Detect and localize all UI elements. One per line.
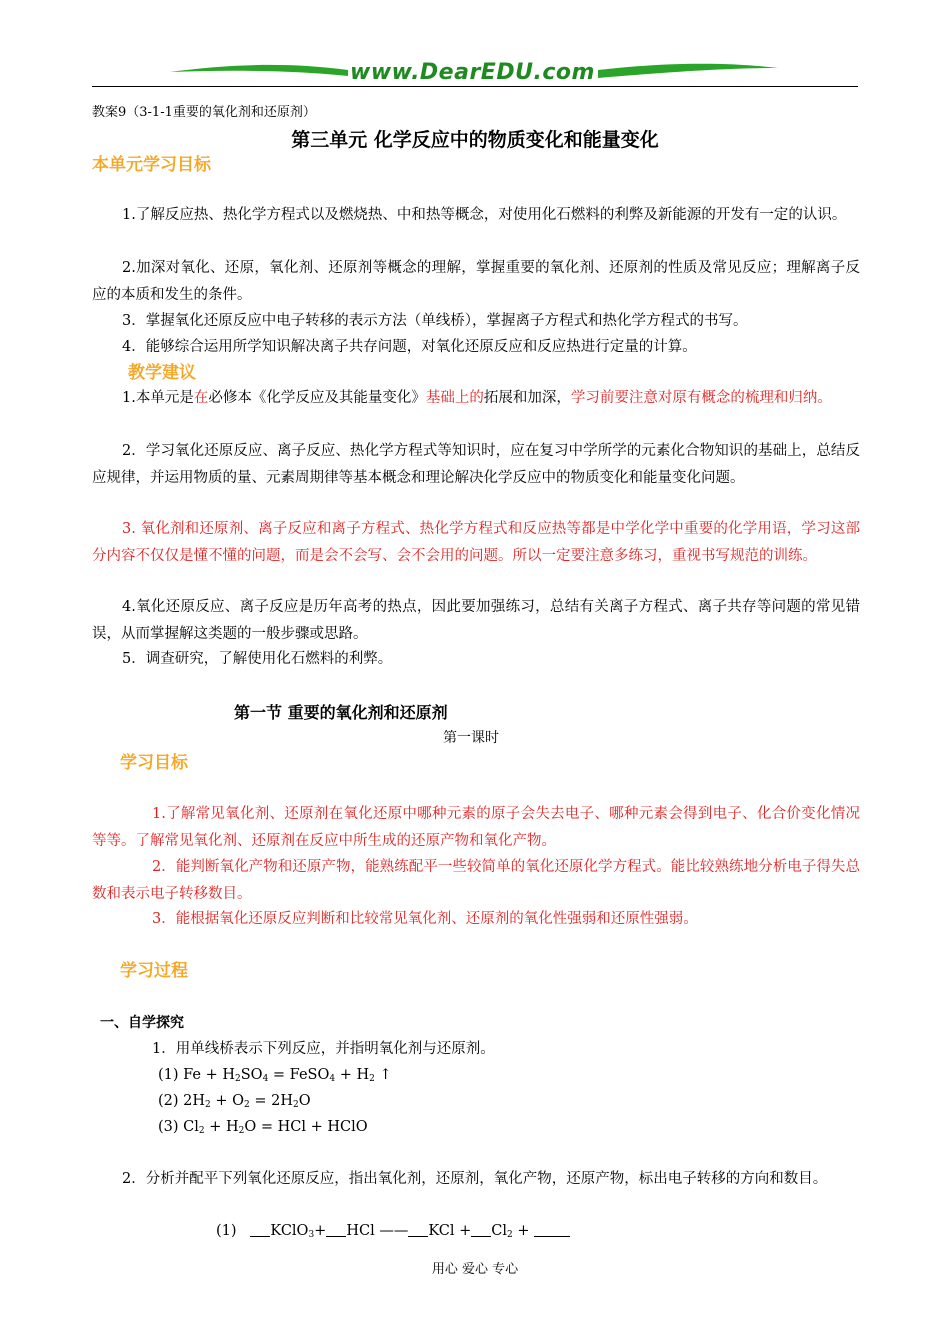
teaching-item-1-part1: 1.本单元是: [122, 390, 194, 406]
unit-goal-1: 1.了解反应热、热化学方程式以及燃烧热、中和热等概念，对使用化石燃料的利弊及新能源的开发有一定的认识。: [122, 207, 847, 223]
eq3-part: (3) Cl: [158, 1119, 199, 1135]
eq1-part: (1) Fe + H: [158, 1067, 236, 1083]
question-2: 2．分析并配平下列氧化还原反应，指出氧化剂，还原剂，氧化产物，还原产物，标出电子转移的方向和数目。: [122, 1171, 828, 1187]
eq2-part: = 2H: [249, 1093, 294, 1109]
header-divider: [92, 86, 858, 87]
eq1-sub: 2: [369, 1074, 375, 1084]
eq1-part: SO: [240, 1067, 263, 1083]
eq4-part: (1): [216, 1223, 237, 1239]
eq4-part: KCl +: [428, 1223, 472, 1239]
eq2-part: + O: [210, 1093, 245, 1109]
eq1-part: = FeSO: [268, 1067, 330, 1083]
eq3-sub: 2: [198, 1126, 205, 1136]
self-study-heading: 一、自学探究: [100, 1015, 184, 1031]
eq2-sub: 2: [205, 1100, 211, 1110]
page-footer: 用心 爱心 专心: [431, 1262, 519, 1277]
eq4-sub: 2: [507, 1230, 513, 1240]
eq4-part: +: [314, 1223, 327, 1239]
page-title: 第三单元 化学反应中的物质变化和能量变化: [291, 129, 659, 151]
teaching-item-1-part2: 在: [193, 390, 209, 406]
blank-field[interactable]: [534, 1222, 570, 1237]
learning-goal-3: 3．能根据氧化还原反应判断和比较常见氧化剂、还原剂的氧化性强弱和还原性强弱。: [152, 911, 698, 927]
eq3-part: O = HCl + HClO: [244, 1119, 368, 1135]
eq2-sub: 2: [293, 1100, 299, 1110]
eq1-sub: 4: [329, 1074, 336, 1084]
teaching-item-1-part4: 基础上的: [425, 390, 484, 406]
eq1-sub: 2: [235, 1074, 241, 1084]
site-logo-text[interactable]: www.DearEDU.com: [350, 60, 595, 85]
unit-goal-3: 3．掌握氧化还原反应中电子转移的表示方法（单线桥），掌握离子方程式和热化学方程式的书写。: [122, 313, 748, 329]
lesson-label: 第一课时: [443, 730, 499, 746]
unit-goal-4: 4．能够综合运用所学知识解决离子共存问题，对氧化还原反应和反应热进行定量的计算。: [122, 339, 697, 355]
blank-field[interactable]: [471, 1222, 491, 1237]
eq4-part: HCl ——: [346, 1223, 409, 1239]
teaching-heading: 教学建议: [128, 363, 196, 383]
question-1: 1．用单线桥表示下列反应，并指明氧化剂与还原剂。: [152, 1041, 495, 1057]
eq3-sub: 2: [238, 1126, 245, 1136]
learning-goal-2: 2．能判断氧化产物和还原产物，能熟练配平一些较简单的氧化还原化学方程式。能比较熟练地分析电子得失总数和表示电子转移数目。: [92, 859, 860, 902]
teaching-item-1-part5: 拓展和加深，: [483, 390, 571, 406]
teaching-item-1: [92, 385, 860, 412]
learning-goals-heading: 学习目标: [120, 753, 188, 773]
learning-goal-1: 1.了解常见氧化剂、还原剂在氧化还原中哪种元素的原子会失去电子、哪种元素会得到电子、化合价变化情况等等。了解常见氧化剂、还原剂在反应中所生成的还原产物和氧化产物。: [92, 806, 860, 849]
eq3-part: + H: [204, 1119, 239, 1135]
unit-goals-heading: 本单元学习目标: [92, 155, 211, 175]
eq2-sub: 2: [244, 1100, 250, 1110]
unit-goal-2: 2.加深对氧化、还原，氧化剂、还原剂等概念的理解，掌握重要的氧化剂、还原剂的性质及常见反应；理解离子反应的本质和发生的条件。: [92, 260, 860, 303]
eq4-part: +: [512, 1223, 535, 1239]
equation-3: [158, 1114, 368, 1144]
section-title: 第一节 重要的氧化剂和还原剂: [234, 703, 448, 722]
teaching-item-4: 4.氧化还原反应、离子反应是历年高考的热点，因此要加强练习，总结有关离子方程式、离子共存等问题的常见错误，从而掌握解这类题的一般步骤或思路。: [92, 599, 860, 642]
blank-field[interactable]: [408, 1222, 428, 1237]
eq1-part: + H: [335, 1067, 370, 1083]
eq2-part: (2) 2H: [158, 1093, 206, 1109]
doc-label: 教案9（3-1-1重要的氧化剂和还原剂）: [92, 105, 316, 120]
teaching-item-1-part3: 必修本《化学反应及其能量变化》: [208, 390, 426, 406]
equation-4: [216, 1218, 570, 1248]
eq1-part: ↑: [374, 1067, 392, 1083]
blank-field[interactable]: [250, 1222, 270, 1237]
eq4-sub: 3: [308, 1230, 315, 1240]
blank-field[interactable]: [326, 1222, 346, 1237]
teaching-item-2: 2．学习氧化还原反应、离子反应、热化学方程式等知识时，应在复习中学所学的元素化合物知识的基础上，总结反应规律，并运用物质的量、元素周期律等基本概念和理论解决化学反应中的物质变化和能量变化问题。: [92, 443, 860, 486]
eq4-part: Cl: [491, 1223, 507, 1239]
eq2-part: O: [298, 1093, 311, 1109]
teaching-item-3: 3. 氧化剂和还原剂、离子反应和离子方程式、热化学方程式和反应热等都是中学化学中重要的化学用语，学习这部分内容不仅仅是懂不懂的问题，而是会不会写、会不会用的问题。所以一定要注意多练习，重视书写规范的训练。: [92, 521, 860, 564]
eq4-part: KClO: [270, 1223, 309, 1239]
teaching-item-1-part6: 学习前要注意对原有概念的梳理和归纳。: [570, 390, 832, 406]
teaching-item-5: 5．调查研究，了解使用化石燃料的利弊。: [122, 651, 393, 667]
eq1-sub: 4: [262, 1074, 269, 1084]
process-heading: 学习过程: [120, 961, 188, 981]
